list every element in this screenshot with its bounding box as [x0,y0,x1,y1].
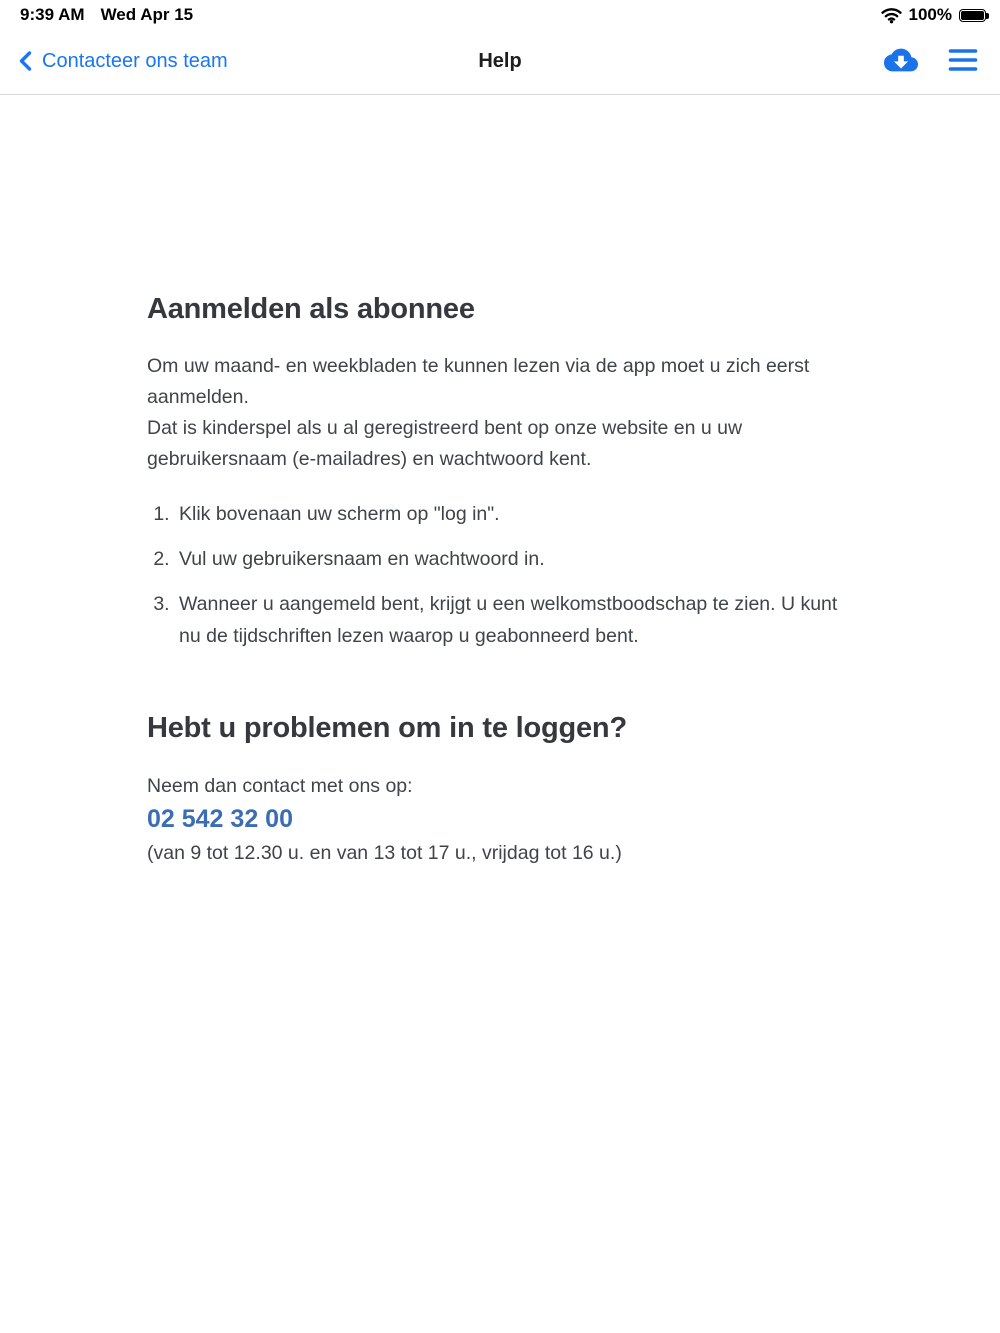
hamburger-menu-icon [948,47,978,76]
status-bar [0,0,1000,28]
back-label: Contacteer ons team [42,49,228,72]
phone-link[interactable]: 02 542 32 00 [147,805,293,833]
section-title-aanmelden: Aanmelden als abonnee [147,293,475,325]
page-title: Help [478,49,522,72]
nav-actions [880,43,978,80]
steps-list [147,498,853,652]
contact-line: Neem dan contact met ons op: [147,775,413,797]
intro-line-1: Om uw maand- en weekbladen te kunnen lezen via de app moet u zich eerst aanmelden. [147,355,810,408]
back-button[interactable] [14,49,228,73]
step-item-3: 3. Wanneer u aangemeld bent, krijgt u een welkomstboodschap te zien. U kunt nu de tijdschriften lezen waarop u geabonneerd bent. [175,588,853,652]
intro-line-2: Dat is kinderspel als u al geregistreerd bent op onze website en u uw gebruikersnaam (e-mailadres) en wachtwoord kent. [147,417,743,470]
back-chevron-icon [14,49,38,73]
battery-percent: 100% [908,5,952,24]
wifi-icon [881,7,902,24]
cloud-download-icon [880,43,922,80]
section-title-problemen: Hebt u problemen om in te loggen? [147,712,627,744]
help-content [0,95,1000,869]
download-button[interactable] [880,43,922,80]
opening-hours: (van 9 tot 12.30 u. en van 13 tot 17 u., vrijdag tot 16 u.) [147,842,622,864]
nav-bar [0,28,1000,95]
step-item-1: 1. Klik bovenaan uw scherm op "log in". [175,498,853,530]
status-time: 9:39 AM [20,5,85,24]
status-date: Wed Apr 15 [100,5,194,24]
battery-icon [959,9,986,22]
intro-paragraph [147,351,853,475]
menu-button[interactable] [948,47,978,76]
step-item-2: 2. Vul uw gebruikersnaam en wachtwoord in. [175,543,853,575]
